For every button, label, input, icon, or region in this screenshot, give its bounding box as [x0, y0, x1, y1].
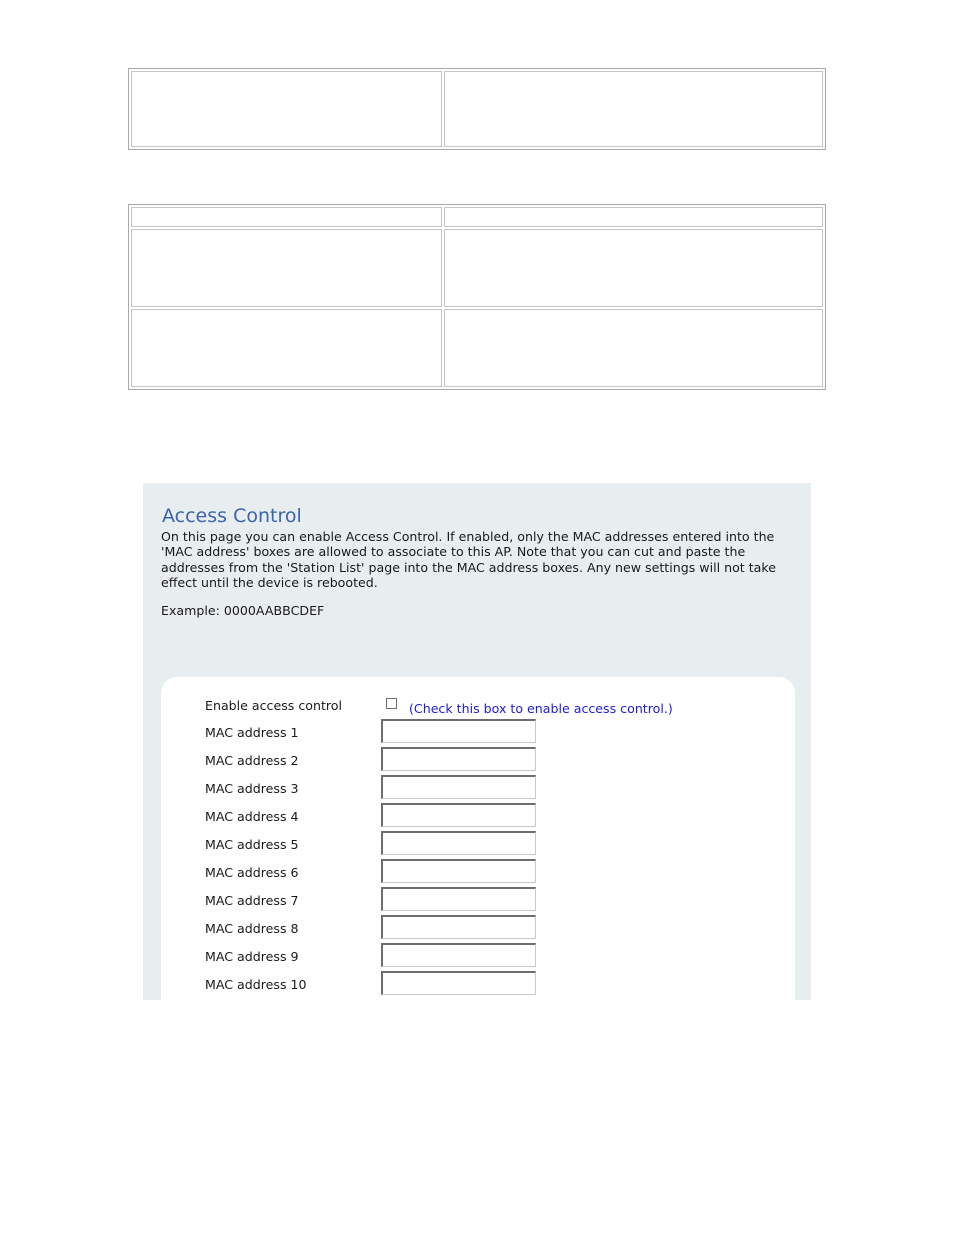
table-cell: [131, 229, 442, 307]
mac-address-label-6: MAC address 6: [205, 865, 299, 880]
mac-address-label-8: MAC address 8: [205, 921, 299, 936]
table-cell: [444, 71, 823, 147]
mac-address-input-6[interactable]: [381, 859, 536, 883]
mac-address-label-9: MAC address 9: [205, 949, 299, 964]
enable-access-control-label: Enable access control: [205, 698, 342, 713]
mac-address-input-5[interactable]: [381, 831, 536, 855]
mac-address-input-2[interactable]: [381, 747, 536, 771]
table-header-cell: [444, 207, 823, 227]
mac-address-input-9[interactable]: [381, 943, 536, 967]
mac-address-label-5: MAC address 5: [205, 837, 299, 852]
table-cell: [131, 71, 442, 147]
mac-address-label-3: MAC address 3: [205, 781, 299, 796]
empty-table-top: [128, 68, 826, 150]
mac-address-label-10: MAC address 10: [205, 977, 307, 992]
mac-address-input-10[interactable]: [381, 971, 536, 995]
enable-access-control-checkbox[interactable]: [386, 698, 397, 709]
example-text: Example: 0000AABBCDEF: [161, 603, 325, 618]
mac-address-label-1: MAC address 1: [205, 725, 299, 740]
mac-address-input-4[interactable]: [381, 803, 536, 827]
mac-address-label-2: MAC address 2: [205, 753, 299, 768]
mac-address-label-7: MAC address 7: [205, 893, 299, 908]
mac-form: [161, 677, 795, 1000]
table-cell: [444, 309, 823, 387]
mac-address-label-4: MAC address 4: [205, 809, 299, 824]
access-control-panel: [143, 483, 811, 1000]
mac-address-input-8[interactable]: [381, 915, 536, 939]
table-cell: [131, 309, 442, 387]
page-title: Access Control: [162, 505, 302, 527]
page-description: On this page you can enable Access Control. If enabled, only the MAC addresses entered into the 'MAC address' boxes are allowed to associate to this AP. Note that you can cut and paste the addresses from the 'Station List' page into the MAC address boxes. Any new settings will not take effect until the device is rebooted.: [161, 529, 776, 591]
empty-table-bottom: [128, 204, 826, 390]
mac-address-input-1[interactable]: [381, 719, 536, 743]
mac-address-input-7[interactable]: [381, 887, 536, 911]
mac-address-input-3[interactable]: [381, 775, 536, 799]
enable-access-control-hint: (Check this box to enable access control.): [409, 701, 673, 716]
table-cell: [444, 229, 823, 307]
table-header-cell: [131, 207, 442, 227]
